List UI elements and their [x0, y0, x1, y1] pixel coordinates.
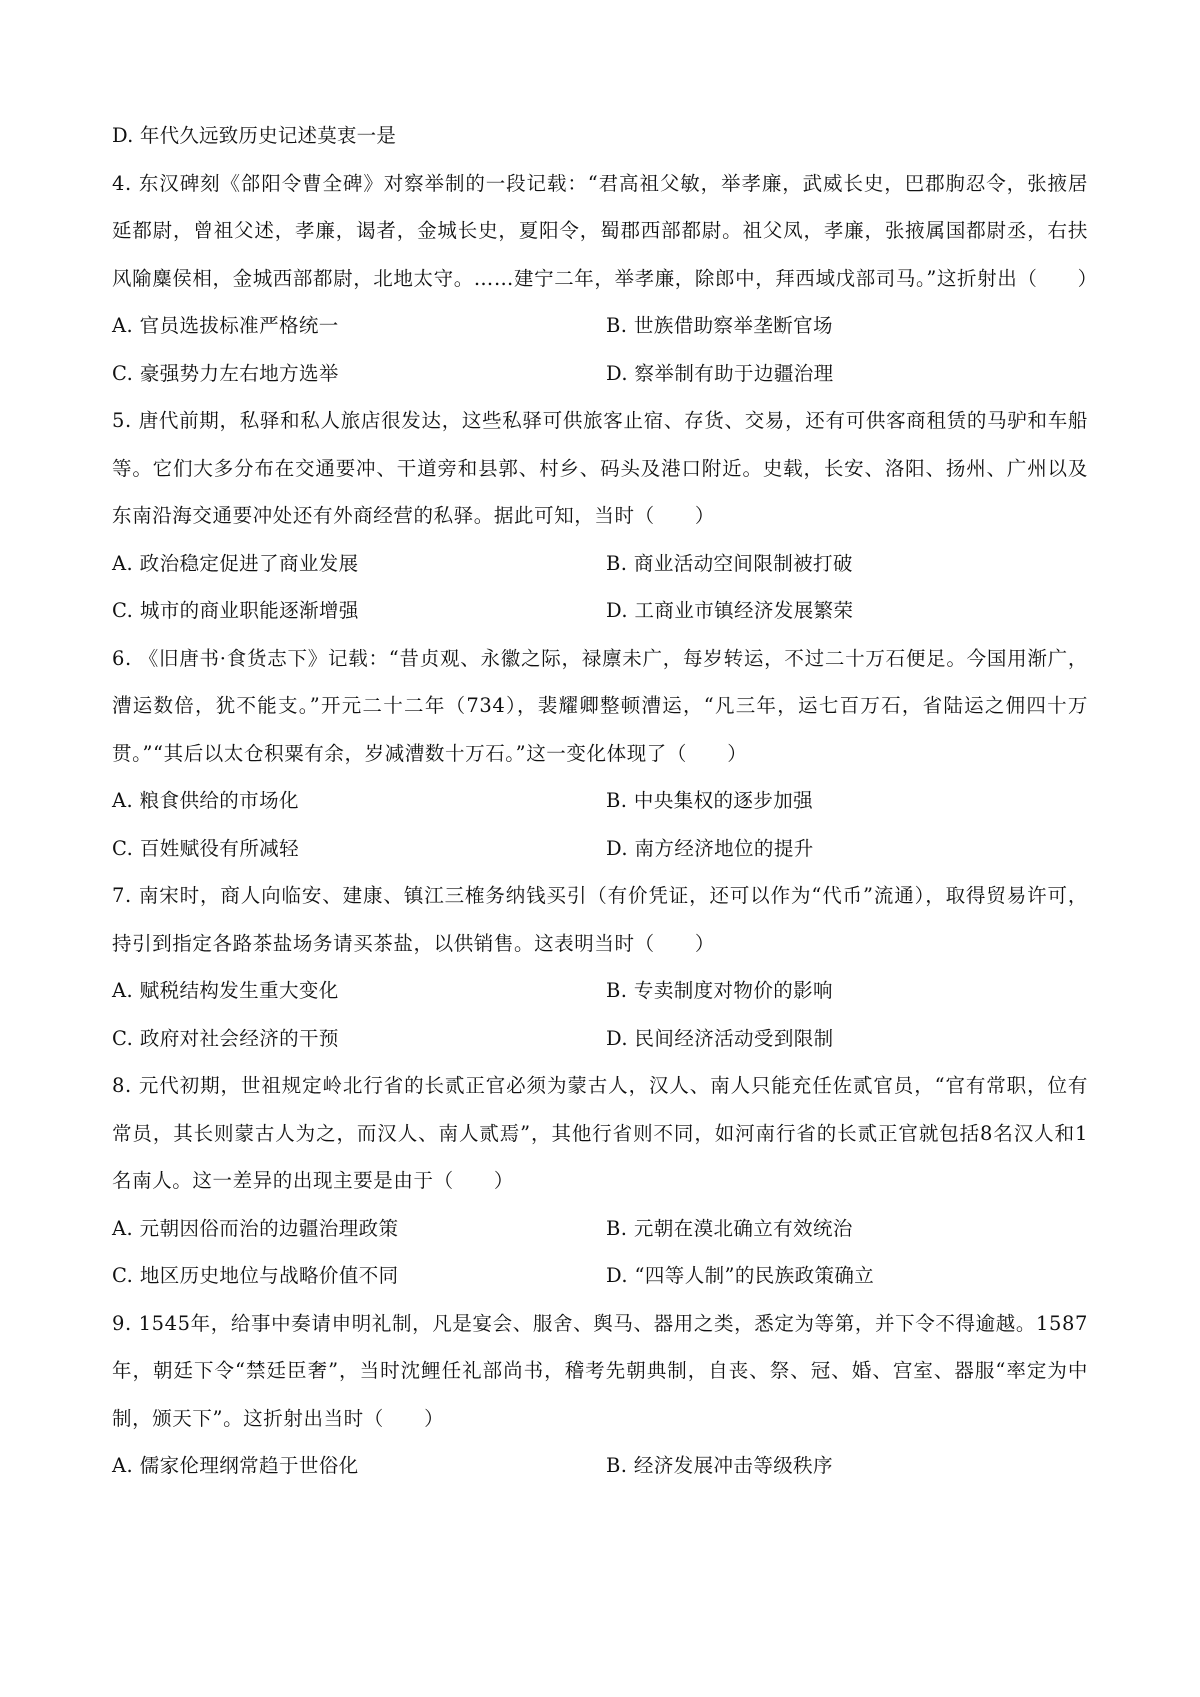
option-b: B. 商业活动空间限制被打破 [606, 551, 853, 575]
option-d: D. 南方经济地位的提升 [606, 836, 814, 860]
option-c: C. 百姓赋役有所减轻 [112, 836, 300, 860]
option-a: A. 元朝因俗而治的边疆治理政策 [112, 1216, 399, 1240]
question-stem: 8. 元代初期，世祖规定岭北行省的长贰正官必须为蒙古人，汉人、南人只能充任佐贰官员，“官有常职，位有常员，其长则蒙古人为之，而汉人、南人贰焉”，其他行省则不同，如河南行省的长贰正官就包括8名汉人和1名南人。这一差异的出现主要是由于（ ） [112, 1074, 1088, 1192]
option-grid [112, 302, 1088, 397]
question-stem: 9. 1545年，给事中奏请申明礼制，凡是宴会、服舍、舆马、器用之类，悉定为等第，并下令不得逾越。1587年，朝廷下令“禁廷臣奢”，当时沈鲤任礼部尚书，稽考先朝典制，自丧、祭、冠、婚、宫室、器服“率定为中制，颁天下”。这折射出当时（ ） [112, 1311, 1088, 1430]
question-stem: 7. 南宋时，商人向临安、建康、镇江三榷务纳钱买引（有价凭证，还可以作为“代币”流通），取得贸易许可，持引到指定各路茶盐场务请买茶盐，以供销售。这表明当时（ ） [112, 884, 1088, 955]
question-stem: 6. 《旧唐书·食货志下》记载：“昔贞观、永徽之际，禄廪未广，每岁转运，不过二十万石便足。今国用渐广，漕运数倍，犹不能支。”开元二十二年（734），裴耀卿整顿漕运，“凡三年，运七百万石，省陆运之佣四十万贯。”“其后以太仓积粟有余，岁减漕数十万石。”这一变化体现了（ ） [112, 646, 1088, 765]
option-b: B. 经济发展冲击等级秩序 [606, 1454, 833, 1477]
option-grid [112, 1442, 1088, 1490]
option-d: D. 察举制有助于边疆治理 [606, 361, 834, 385]
option-a: A. 政治稳定促进了商业发展 [112, 551, 359, 575]
question-7 [112, 872, 1088, 1062]
question-4 [112, 160, 1098, 398]
option-b: B. 专卖制度对物价的影响 [606, 979, 833, 1002]
option-d: D. 民间经济活动受到限制 [606, 1026, 834, 1050]
option-a: A. 儒家伦理纲常趋于世俗化 [112, 1454, 359, 1477]
option-b: B. 元朝在漠北确立有效统治 [606, 1216, 853, 1240]
option-a: A. 赋税结构发生重大变化 [112, 979, 339, 1002]
option-c: C. 城市的商业职能逐渐增强 [112, 599, 359, 622]
option-grid [112, 1205, 1088, 1300]
question-5 [112, 397, 1088, 635]
question-9 [112, 1300, 1088, 1490]
question-8 [112, 1062, 1088, 1300]
option-grid [112, 540, 1088, 635]
option-c: C. 政府对社会经济的干预 [112, 1026, 339, 1050]
option-d: D. 工商业市镇经济发展繁荣 [606, 599, 854, 622]
option-grid [112, 967, 1088, 1062]
option-c: C. 豪强势力左右地方选举 [112, 361, 339, 385]
option-b: B. 世族借助察举垄断官场 [606, 314, 833, 337]
question-6 [112, 635, 1088, 873]
option-c: C. 地区历史地位与战略价值不同 [112, 1264, 399, 1287]
option-b: B. 中央集权的逐步加强 [606, 789, 814, 812]
option-a: A. 粮食供给的市场化 [112, 789, 299, 812]
question-stem: 5. 唐代前期，私驿和私人旅店很发达，这些私驿可供旅客止宿、存货、交易，还有可供客商租赁的马驴和车船等。它们大多分布在交通要冲、干道旁和县郭、村乡、码头及港口附近。史载，长安、洛阳、扬州、广州以及东南沿海交通要冲处还有外商经营的私驿。据此可知，当时（ ） [112, 409, 1088, 527]
lead-option: D. 年代久远致历史记述莫衷一是 [112, 124, 397, 147]
option-d: D. “四等人制”的民族政策确立 [606, 1264, 875, 1287]
option-grid [112, 777, 1088, 872]
option-a: A. 官员选拔标准严格统一 [112, 314, 339, 337]
question-stem: 4. 东汉碑刻《郃阳令曹全碑》对察举制的一段记载：“君高祖父敏，举孝廉，武威长史，巴郡朐忍令，张掖居延都尉，曾祖父述，孝廉，谒者，金城长史，夏阳令，蜀郡西部都尉。祖父凤，孝廉，张掖属国都尉丞，右扶风隃麋侯相，金城西部都尉，北地太守。……建宁二年，举孝廉，除郎中，拜西域戊部司马。”这折射出（ ） [112, 171, 1098, 290]
